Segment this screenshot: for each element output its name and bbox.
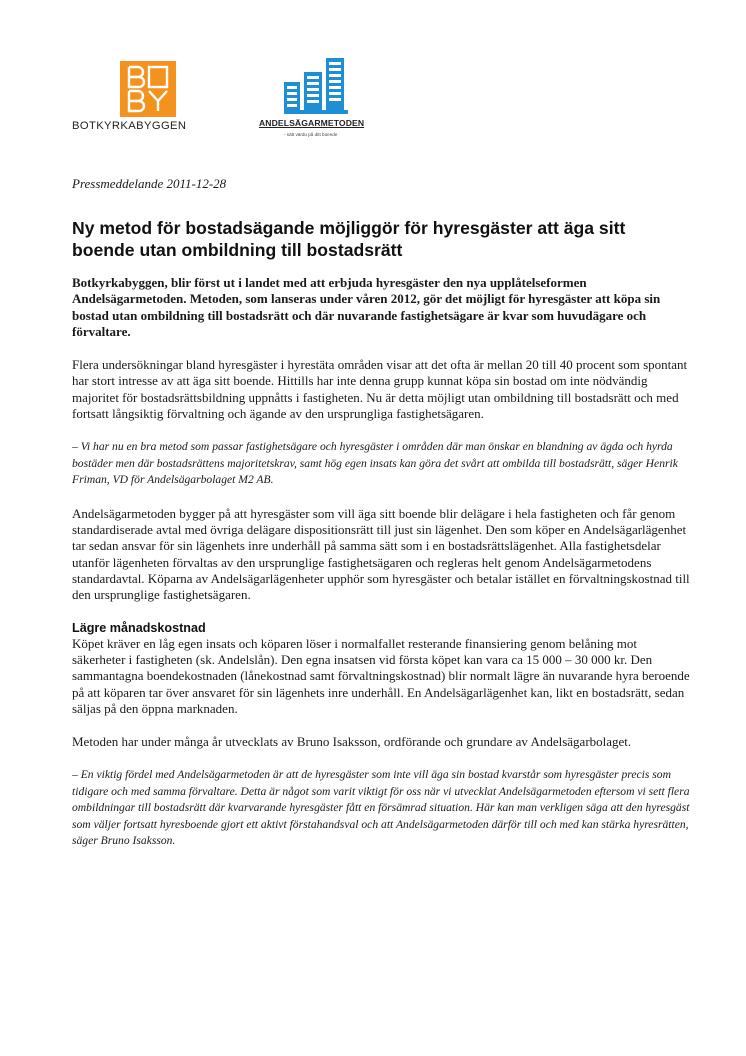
- paragraph-3: Köpet kräver en låg egen insats och köparen löser i normalfallet resterande finansiering genom belåning mot säkerheter i fastigheten (sk. Andelslån). Den egna insatsen vid första köpet kan vara ca 15 000 – 30 000 kr. Den sammantagna boendekostnaden (lånekostnad samt förvaltningskostnad) blir normalt lägre än nuvarande hyra beroende på att köparen tar över ansvaret för sin lägenhets inre underhåll. En Andelsägarlägenhet kan, likt en bostadsrätt, sedan säljas på den öppna marknaden.: [72, 635, 690, 716]
- andelsagarmetoden-logo-text: ANDELSÄGARMETODEN: [259, 118, 365, 128]
- paragraph-4: Metoden har under många år utvecklats av Bruno Isaksson, ordförande och grundare av Andelsägarbolaget.: [72, 734, 632, 750]
- press-release-body: [72, 176, 692, 867]
- andelsagarmetoden-buildings-icon: [284, 58, 364, 118]
- subheading-lower-monthly-cost: Lägre månadskostnad: [72, 620, 206, 635]
- headline: Ny metod för bostadsägande möjliggör för hyresgäster att äga sitt boende utan ombildning till bostadsrätt: [72, 218, 626, 260]
- andelsagarmetoden-tagline: - sätt värdu på ditt boende: [284, 132, 338, 137]
- paragraph-1: Flera undersökningar bland hyresgäster i hyrestäta områden visar att det ofta är mellan 20 till 40 procent som spontant har stort intresse av att äga sitt boende. Hittills har inte denna grupp kunnat köpa sin bostad om inte nödvändig majoritet för bostadsrättsbildning uppnåtts i fastigheten. Nu är detta möjligt utan ombildning till bostadsrätt och med fortsatt långsiktig förvaltning och ägande av den ursprungliga fastighetsägaren.: [72, 357, 688, 422]
- lead-paragraph: Botkyrkabyggen, blir först ut i landet med att erbjuda hyresgäster den nya upplåtelseformen Andelsägarmetoden. Metoden, som lanseras under våren 2012, gör det möjligt för hyresgäster att köpa sin bostad utan ombildning till bostadsrätt och där nuvarande fastighetsägare är kvar som huvudägare och förvaltare.: [72, 275, 661, 339]
- quote-henrik-friman: – Vi har nu en bra metod som passar fastighetsägare och hyresgäster i områden där man önskar en blandning av ägda och hyrda bostäder men där bostadsrättens majoritetskrav, samt hög egen insats kan göra det svårt att ombilda till bostadsrätt, säger Henrik Friman, VD för Andelsägarbolaget M2 AB.: [72, 440, 678, 487]
- botkyrkabyggen-logo-mark: [120, 61, 176, 117]
- botkyrkabyggen-logo-text: BOTKYRKABYGGEN: [72, 120, 187, 132]
- quote-bruno-isaksson: – En viktig fördel med Andelsägarmetoden är att de hyresgäster som inte vill äga sin bostad kvarstår som hyresgäster precis som tidigare och med samma förvaltare. Detta är något som varit viktigt för oss när vi utvecklat Andelsägarmetoden eftersom vi sett flera ombildningar till bostadsrätt där kvarvarande hyresgäster fått en försämrad situation. Här kan man verkligen säga att den hyresgäst som väljer fortsatt hyresboende gjort ett aktivt förstahandsval och att Andelsägarmetoden därför till och med kan stärka hyresrätten, säger Bruno Isaksson.: [72, 768, 690, 848]
- logo-area: [72, 58, 392, 148]
- paragraph-2: Andelsägarmetoden bygger på att hyresgäster som vill äga sitt boende blir delägare i hela fastigheten och får genom standardiserade avtal med övriga delägare dispositionsrätt till just sin lägenhet. Den som köper en Andelsägarlägenhet tar sedan ansvar för sin lägenhets inre underhåll på samma sätt som i en bostadsrättslägenhet. Alla fastighetsdelar utanför lägenheten förvaltas av den ursprunglige fastighetsägaren och regleras helt genom Andelsägarmetodens standardavtal. Köparna av Andelsägarlägenheter upphör som hyresgäster och betalar istället en förvaltningskostnad till den ursprunglige fastighetsägaren.: [72, 505, 690, 603]
- dateline: Pressmeddelande 2011-12-28: [72, 176, 227, 191]
